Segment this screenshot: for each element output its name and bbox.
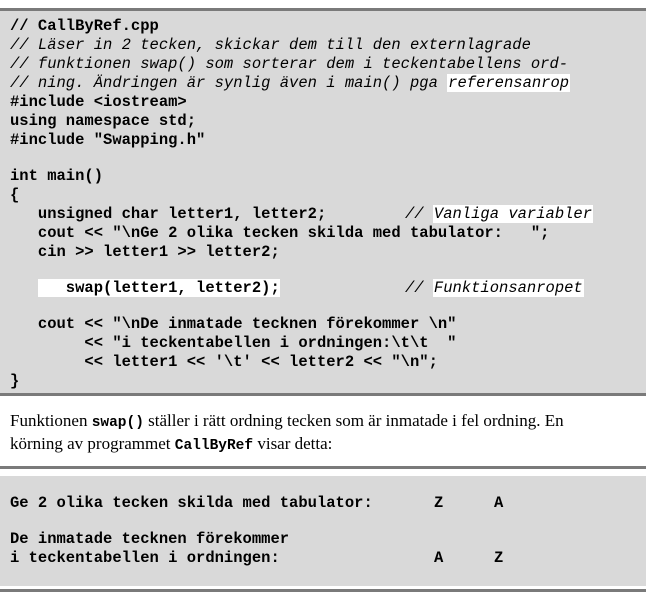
output-value-z: Z	[434, 494, 444, 512]
comment-call-slashes: //	[405, 279, 433, 297]
highlight-swap-call: swap(letter1, letter2);	[37, 279, 280, 297]
code-listing	[0, 11, 646, 393]
code-bottom-rule	[0, 393, 646, 396]
highlight-referensanrop: referensanrop	[448, 74, 570, 92]
prose-line-1	[10, 410, 636, 434]
inline-code-swap: swap()	[91, 415, 144, 431]
output-bottom-rule	[0, 589, 646, 592]
code-line-5: #include <iostream>	[10, 93, 187, 111]
code-line-14: cout << "\nDe inmatade tecknen förekommer \n"	[10, 315, 457, 333]
code-line-17: }	[10, 372, 20, 390]
output-top-rule	[0, 466, 646, 469]
prose-text: ställer i rätt ordning tecken som är inmatade i fel ordning. En	[143, 411, 564, 430]
code-line-12: cin >> letter1 >> letter2;	[10, 243, 280, 261]
code-line-1: // CallByRef.cpp	[10, 17, 159, 35]
code-line-8: int main()	[10, 167, 104, 185]
code-line-10: unsigned char letter1, letter2;	[10, 205, 327, 223]
highlight-funktionsanropet: Funktionsanropet	[433, 279, 583, 297]
prose-text: visar detta:	[253, 434, 333, 453]
code-line-16: << letter1 << '\t' << letter2 << "\n";	[10, 353, 438, 371]
code-line-7: #include "Swapping.h"	[10, 131, 206, 149]
output-value-a: A	[494, 494, 504, 512]
output-value-z-sorted: Z	[494, 549, 504, 567]
comment-call	[405, 279, 584, 298]
code-line-15: << "i teckentabellen i ordningen:\t\t "	[10, 334, 457, 352]
prose-text: Funktionen	[10, 411, 92, 430]
comment-vars	[405, 205, 593, 224]
prose-line-2	[10, 433, 636, 457]
code-line-11: cout << "\nGe 2 olika tecken skilda med tabulator: ";	[10, 224, 550, 242]
inline-code-callbyref: CallByRef	[174, 438, 254, 454]
code-line-2: // Läser in 2 tecken, skickar dem till den externlagrade	[10, 36, 531, 54]
code-line-4	[10, 74, 570, 93]
comment-vars-slashes: //	[405, 205, 433, 223]
code-line-6: using namespace std;	[10, 112, 197, 130]
output-value-a-sorted: A	[434, 549, 444, 567]
highlight-vanliga-variabler: Vanliga variabler	[433, 205, 593, 223]
output-line-1: Ge 2 olika tecken skilda med tabulator:	[10, 494, 373, 512]
code-line-13	[10, 279, 280, 298]
output-line-3: i teckentabellen i ordningen:	[10, 549, 280, 567]
code-line-4-text: // ning. Ändringen är synlig även i main() pga	[10, 74, 448, 92]
code-line-3: // funktionen swap() som sorterar dem i teckentabellens ord-	[10, 55, 569, 73]
prose-text: körning av programmet	[10, 434, 175, 453]
code-line-9: {	[10, 186, 20, 204]
program-output	[0, 476, 646, 586]
output-line-2: De inmatade tecknen förekommer	[10, 530, 290, 548]
